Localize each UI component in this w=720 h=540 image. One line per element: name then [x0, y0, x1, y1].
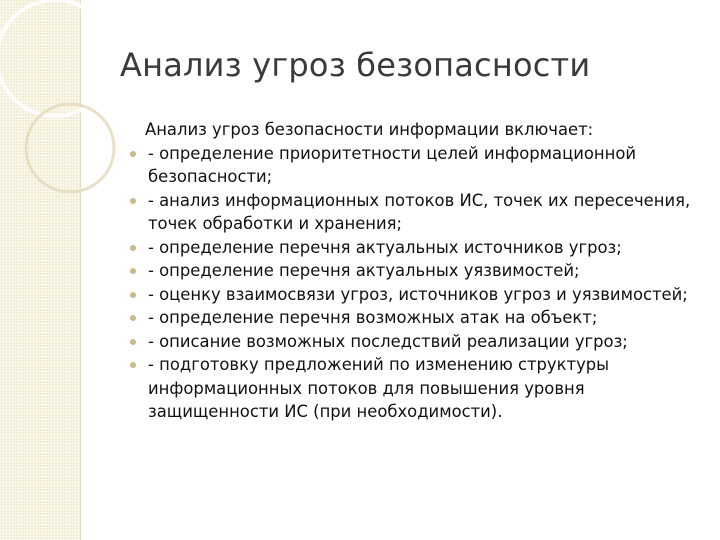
- list-item: [128, 353, 700, 424]
- list-item-text: - определение перечня актуальных уязвимостей;: [148, 261, 580, 280]
- bullet-icon: [130, 198, 136, 204]
- bullet-icon: [130, 245, 136, 251]
- bullet-icon: [130, 362, 136, 368]
- bullet-icon: [130, 315, 136, 321]
- list-item: [128, 283, 700, 307]
- list-item-text: - подготовку предложений по изменению структуры информационных потоков для повышения уровня защищенности ИС (при необходимости).: [148, 355, 610, 421]
- list-item: [128, 236, 700, 260]
- list-item-text: - определение перечня возможных атак на объект;: [148, 308, 598, 327]
- list-item-text: - определение приоритетности целей информационной безопасности;: [148, 143, 637, 186]
- list-item: [128, 259, 700, 283]
- list-item-text: - оценку взаимосвязи угроз, источников угроз и уязвимостей;: [148, 284, 688, 304]
- list-item: [128, 189, 700, 236]
- bullet-icon: [130, 268, 136, 274]
- slide-content: [128, 118, 700, 424]
- list-item-text: - анализ информационных потоков ИС, точек их пересечения, точек обработки и хранения;: [148, 190, 691, 233]
- intro-text: Анализ угроз безопасности информации включает:: [145, 120, 594, 139]
- decorative-circle-inner: [26, 104, 114, 192]
- threat-analysis-list: [128, 142, 700, 424]
- slide-title: Анализ угроз безопасности: [120, 46, 591, 84]
- list-item: [128, 330, 700, 354]
- bullet-icon: [130, 151, 136, 157]
- bullet-icon: [130, 292, 136, 298]
- list-item-text: - определение перечня актуальных источников угроз;: [148, 237, 622, 257]
- list-item-text: - описание возможных последствий реализации угроз;: [148, 331, 628, 351]
- list-item: [128, 142, 700, 189]
- decorative-circle-outer: [0, 0, 113, 116]
- bullet-icon: [130, 339, 136, 345]
- list-item: [128, 306, 700, 330]
